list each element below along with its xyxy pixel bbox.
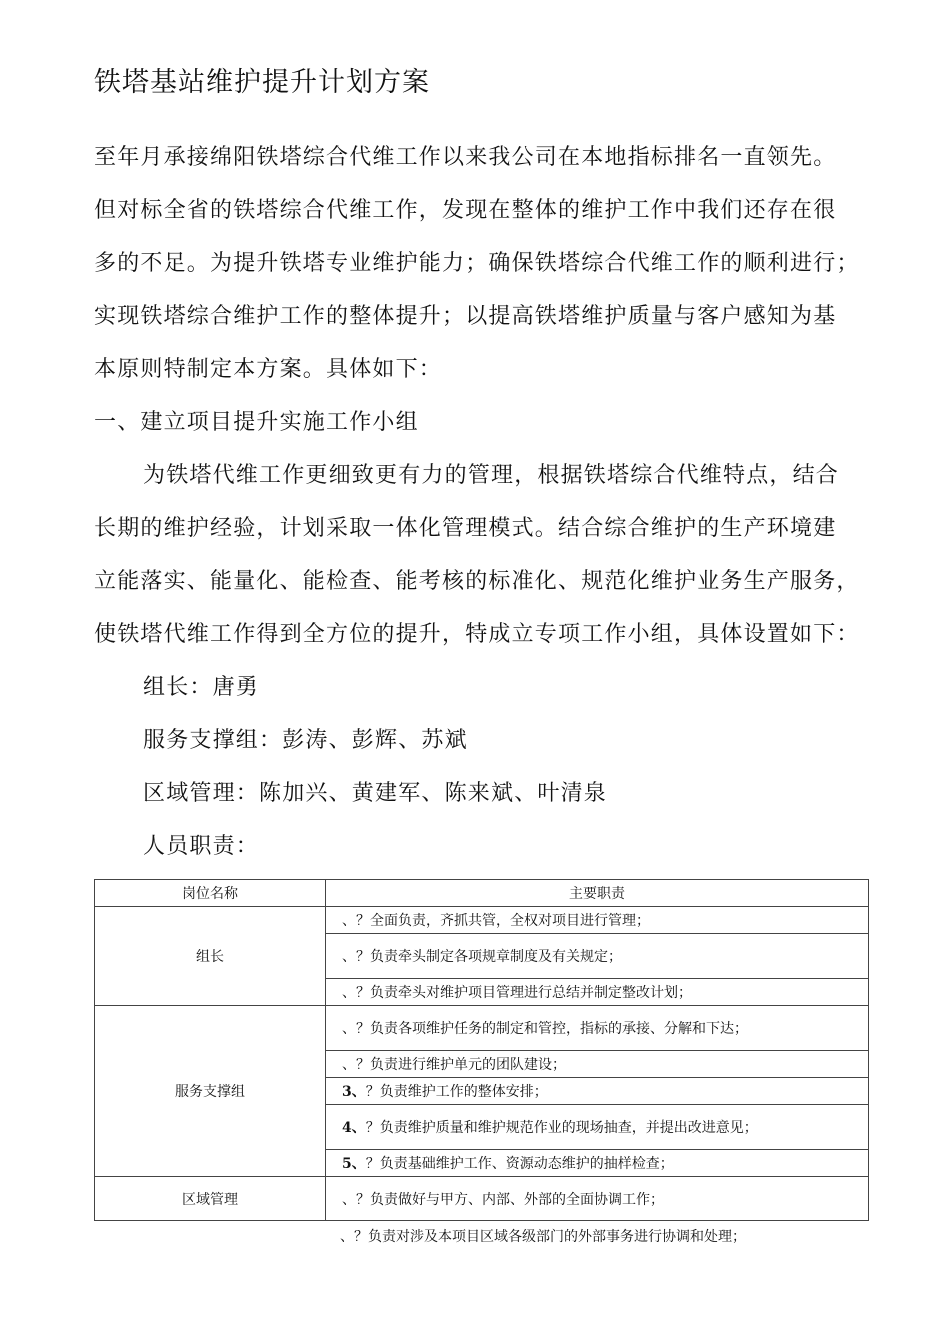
duty-item: 4、？负责维护质量和维护规范作业的现场抽查，并提出改进意见； xyxy=(326,1105,869,1150)
intro-line-2: 但对标全省的铁塔综合代维工作，发现在整体的维护工作中我们还存在很 xyxy=(94,198,837,223)
item-number: 4、 xyxy=(342,1120,366,1136)
section-line-3: 立能落实、能量化、能检查、能考核的标准化、规范化维护业务生产服务， xyxy=(94,569,860,594)
section-line-2: 长期的维护经验，计划采取一体化管理模式。结合综合维护的生产环境建 xyxy=(94,516,837,541)
item-number: 3、 xyxy=(342,1084,366,1100)
trailing-duty-item: 、？负责对涉及本项目区域各级部门的外部事务进行协调和处理； xyxy=(340,1229,746,1245)
duty-item: 、？负责各项维护任务的制定和管控，指标的承接、分解和下达； xyxy=(326,1006,869,1051)
duty-item: 、？负责做好与甲方、内部、外部的全面协调工作； xyxy=(326,1177,869,1221)
intro-line-3: 多的不足。为提升铁塔专业维护能力；确保铁塔综合代维工作的顺利进行； xyxy=(94,251,860,276)
section-heading: 一、建立项目提升实施工作小组 xyxy=(94,410,419,435)
duty-item: 3、？负责维护工作的整体安排； xyxy=(326,1078,869,1105)
duty-item: 、？负责进行维护单元的团队建设； xyxy=(326,1051,869,1078)
duties-table xyxy=(94,879,869,1221)
document-title: 铁塔基站维护提升计划方案 xyxy=(94,67,430,98)
intro-line-5: 本原则特制定本方案。具体如下： xyxy=(94,357,443,382)
support-group-line: 服务支撑组：彭涛、彭辉、苏斌 xyxy=(143,728,468,753)
intro-line-1: 至年月承接绵阳铁塔综合代维工作以来我公司在本地指标排名一直领先。 xyxy=(94,145,837,170)
duty-item: 、？全面负责，齐抓共管，全权对项目进行管理； xyxy=(326,907,869,934)
header-role: 岗位名称 xyxy=(95,880,326,907)
table-header-row xyxy=(95,880,869,907)
duty-item: 5、？负责基础维护工作、资源动态维护的抽样检查； xyxy=(326,1150,869,1177)
table-row xyxy=(95,1006,869,1051)
section-line-4: 使铁塔代维工作得到全方位的提升，特成立专项工作小组，具体设置如下： xyxy=(94,622,860,647)
duties-label: 人员职责： xyxy=(143,834,260,859)
table-row xyxy=(95,907,869,934)
leader-line: 组长：唐勇 xyxy=(143,675,260,700)
section-line-1: 为铁塔代维工作更细致更有力的管理，根据铁塔综合代维特点，结合 xyxy=(143,463,840,488)
duty-item: 、？负责牵头对维护项目管理进行总结并制定整改计划； xyxy=(326,979,869,1006)
header-duties: 主要职责 xyxy=(326,880,869,907)
duty-item: 、？负责牵头制定各项规章制度及有关规定； xyxy=(326,934,869,979)
role-regional-management: 区域管理 xyxy=(95,1177,326,1221)
intro-line-4: 实现铁塔综合维护工作的整体提升；以提高铁塔维护质量与客户感知为基 xyxy=(94,304,837,329)
regional-management-line: 区域管理：陈加兴、黄建军、陈来斌、叶清泉 xyxy=(143,781,608,806)
item-number: 5、 xyxy=(342,1156,366,1172)
role-support-group: 服务支撑组 xyxy=(95,1006,326,1177)
role-leader: 组长 xyxy=(95,907,326,1006)
table-row xyxy=(95,1177,869,1221)
